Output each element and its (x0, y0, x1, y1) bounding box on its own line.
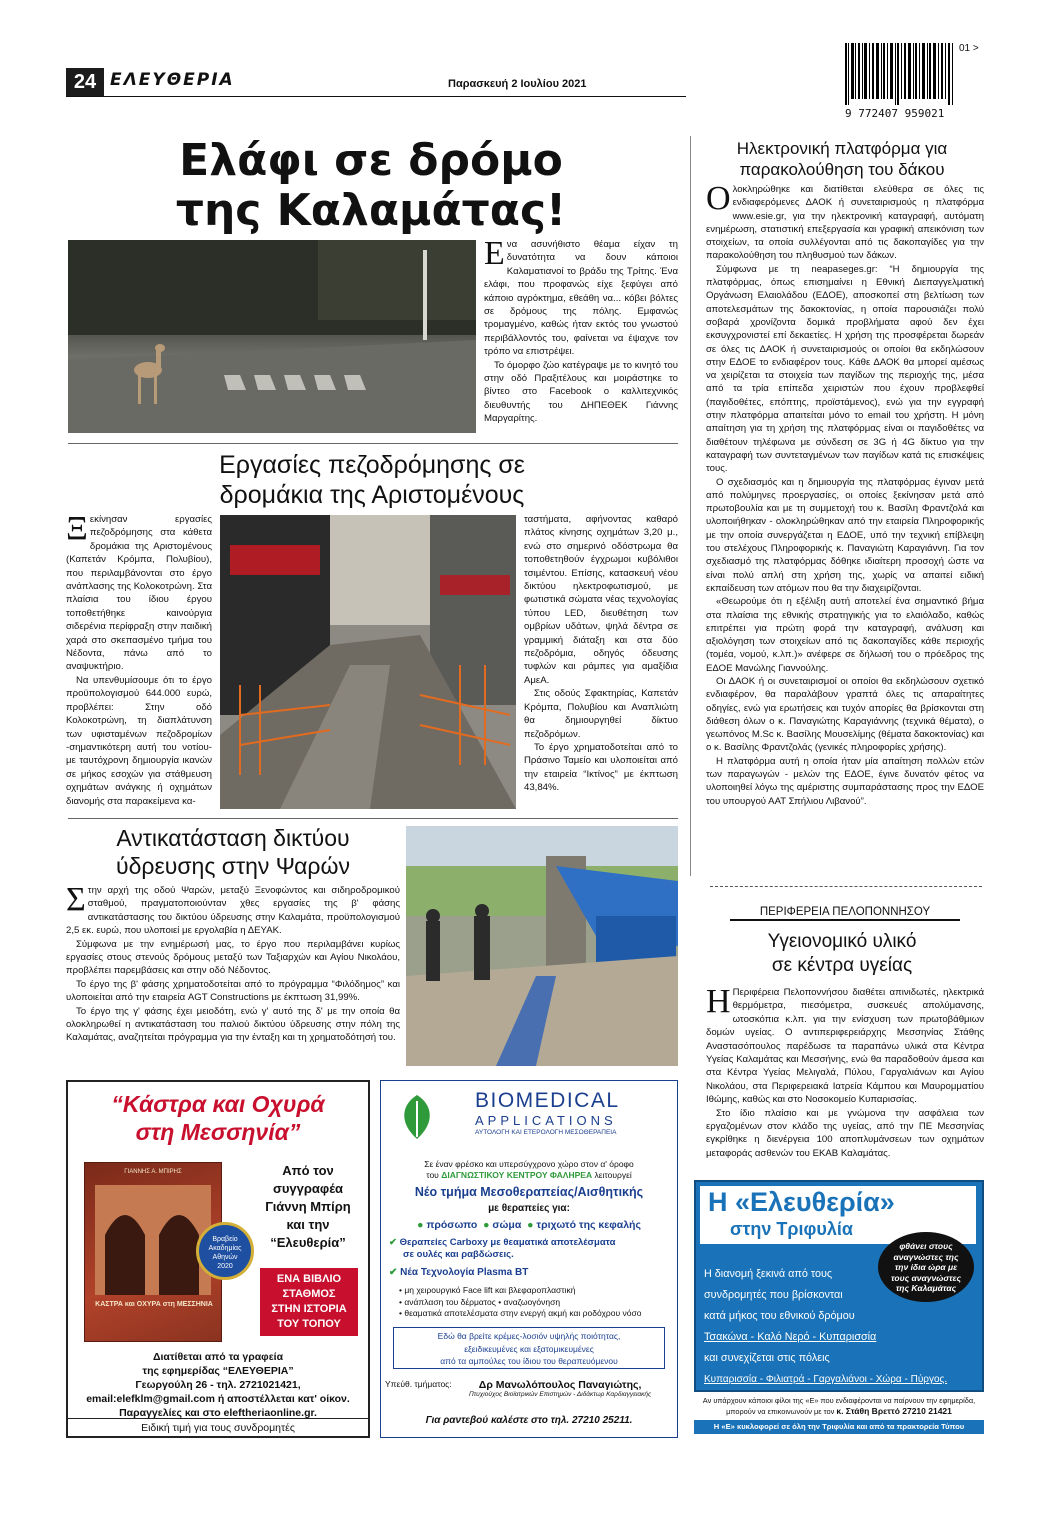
health-body (706, 983, 984, 1160)
water-dropcap: Σ (66, 881, 86, 918)
trifylia-body-line3: κατά μήκος του εθνικού δρόμου (704, 1310, 855, 1322)
platform-paragraph-3: Ο σχεδιασμός και η δημιουργία της πλατφόρμας έγιναν μετά από πολύμηνες προεργασίες, οι οποίες ξεκίνησαν μετά από πρωτοβουλία και με τη συμμετοχή του κ. Βασίλη Φραντζολά και υλοποιήθηκαν - ολοκληρώθηκαν από την εταιρεία Πληροφορικής με την οποία συνεργάζεται η ΕΔΟΕ, υπό την τεχνική επίβλεψη του στελέχους Πληροφορικής κ. Παναγιώτη Καραγιάννη. Για τον σχεδιασμό της πλατφόρμας δόθηκε ιδιαίτερη προσοχή ώστε να είναι πολύ απλή στη χρήση της, χωρίς να απαιτεί ειδική εκπαίδευση των ατόμων που θα την διαχειρίζονται. (706, 476, 984, 594)
castles-info-line2: της εφημερίδας “ΕΛΕΥΘΕΡΙΑ” (142, 1365, 294, 1377)
biomedical-brand-line2: APPLICATIONS (475, 1113, 617, 1128)
health-section-label: ΠΕΡΙΦΕΡΕΙΑ ΠΕΛΟΠΟΝΝΗΣΟΥ (730, 906, 960, 921)
biomedical-intro-line2a: του (426, 1170, 439, 1180)
biomedical-bullet-2: ανάπλαση του δέρματος • αναζωογόνηση (404, 1296, 561, 1307)
castles-book-arches (95, 1185, 211, 1295)
trifylia-contact: κ. Στάθη Βρεττό 27210 21421 (836, 1406, 952, 1416)
trifylia-body-line6: Κυπαρισσία - Φιλιατρά - Γαργαλιάνοι - Χώρα - Πύργος. (704, 1374, 948, 1385)
check-icon: ✔ (389, 1267, 398, 1278)
castles-author-line1: Από τον (282, 1163, 334, 1178)
trifylia-badge-line2: αναγνώστες της (893, 1251, 959, 1262)
castles-book-author: ΓΙΑΝΝΗΣ Α. ΜΠΙΡΗΣ (124, 1169, 182, 1175)
castles-info-line4: email:elefklm@gmail.com ή αποστέλλεται κατ' οίκον. (86, 1393, 350, 1405)
platform-headline-line2: παρακολούθηση του δάκου (739, 160, 945, 179)
castles-info-line1: Διατίθεται από τα γραφεία (152, 1351, 284, 1363)
trifylia-body (704, 1264, 974, 1390)
castles-author-line3: Γιάννη Μπίρη (265, 1199, 351, 1214)
trifylia-title-line1: Η «Ελευθερία» (708, 1187, 895, 1217)
health-paragraph-1: Περιφέρεια Πελοποννήσου διαθέτει απινιδωτές, ηλεκτρικά θερμόμετρα, πιεσόμετρα, συσκευές απολύμανσης, ωτοσκόπια κ.λπ. για την ενίσχυση των πρωτοβάθμιων δομών υγείας. Ο αντιπεριφερειάρχης Μεσσηνίας Στάθης Αναστασόπουλος παρέδωσε τα παραπάνω υλικά στα Κέντρα Υγείας Καλαμάτας και Μεσσήνης, ενώ θα παραδοθούν άμεσα και στα Κέντρα Υγείας Μελιγαλά, Πύλου, Γαργαλιάνων και Αγίου Νικολάου, στα Περιφερειακά Ιατρεία Κάμπου και Μαυρομματίου Ιθώμης, καθώς και στο Νοσοκομείο Κυπαρισσίας. (706, 987, 984, 1106)
biomedical-resp-name: Δρ Μανωλόπουλος Παναγιώτης, (478, 1379, 642, 1391)
biomedical-brand (475, 1089, 675, 1136)
biomedical-intro-line2 (381, 1170, 677, 1181)
works-headline-line1: Εργασίες πεζοδρόμησης σε (219, 451, 525, 479)
castles-info-line5: Παραγγελίες και στο eleftheriaonline.gr. (119, 1407, 317, 1419)
deer-paragraph-2: Το όμορφο ζώο κατέγραψε με το κινητό του στην οδό Πραξιτέλους και μοιράστηκε το βίντεο στο Facebook ο καλλιτεχνικός διευθυντής του ΔΗΠΕΘΕΚ Γιάννης Μαργαρίτης. (484, 359, 678, 425)
castles-author-line2: συγγραφέα (272, 1181, 344, 1196)
platform-headline (700, 138, 984, 180)
castles-badge-line1: Βραβείο (212, 1236, 238, 1243)
castles-info-line3: Γεωργούλη 26 - τηλ. 2721021421, (135, 1379, 301, 1391)
barcode-issue-number: 01 (959, 43, 971, 54)
biomedical-intro (381, 1159, 677, 1181)
health-headline (700, 930, 984, 978)
platform-paragraph-2: Σύμφωνα με τη neapaseges.gr: “Η δημιουργία της πλατφόρμας, όπως επισημαίνει η Εθνική Διεπαγγελματική Οργάνωση Ελαιολάδου (ΕΔΟΕ), αποσκοπεί στη βελτίωση των αποτελεσμάτων της δακοκτονίας, η οποία παρουσιάζει πολύ σοβαρά χρονίζοντα δομικά προβλήματα αφού δεν έχει εκσυγχρονιστεί επί δεκαετίες. Η χρήση της προσφέρεται δωρεάν σε όλες τις ΔΑΟΚ ή συνεταιρισμούς οι οποίοι θα εκδηλώσουν στην ΕΔΟΕ το ενδιαφέρον τους. Κάθε ΔΑΟΚ θα μπορεί αμέσως να χειρίζεται τα στοιχεία των παγίδων της περιοχής της, μέσα από τα τρία επίπεδα χειριστών που έχουν προβλεφθεί (παγιδοθέτες, επόπτης, προϊστάμενος), ενώ για την εγγραφή στην πλατφόρμα απαιτείται μόνο το email του χρήστη. Η μόνη απαίτηση για τη χρήση της πλατφόρμας είναι οι παγιδοθέτες να διαθέτουν τηλέφωνα με σύνδεση σε 3G ή 4G δίκτυο για την καταγραφή των συντεταγμένων των παγίδων κατά τις επισκέψεις τους. (706, 263, 984, 475)
trifylia-body-line2: συνδρομητές που βρίσκονται (704, 1289, 843, 1301)
platform-paragraph-4: «Θεωρούμε ότι η εξέλιξη αυτή αποτελεί ένα σημαντικό βήμα στα πλαίσια της εθνικής στρατηγικής για το ελαιόλαδο, καθώς επιτρέπει για πρώτη φορά την καταγραφή, ανάλυση και αξιολόγηση των στοιχείων από τις δακοπαγίδες κάθε περιοχής (τομέα, νομού, κ.λπ.)» ανέφερε σε δήλωσή του ο πρόεδρος της ΕΔΟΕ Μανώλης Γιαννούλης. (706, 596, 984, 674)
ad-biomedical (380, 1080, 678, 1438)
page-number: 24 (66, 68, 104, 96)
castles-info (68, 1350, 368, 1420)
deer-dropcap: Ε (484, 235, 505, 272)
works-headline (66, 450, 678, 510)
platform-paragraph-1: λοκληρώθηκε και διατίθεται ελεύθερα σε όλες τις ενδιαφερόμενες ΔΑΟΚ ή συνεταιρισμούς η πλατφόρμα www.esie.gr, για την ηλεκτρονική καταγραφή, αυτόματη ενημέρωση, στατιστική επεξεργασία και γραφική απεικόνιση των στοιχείων, τα οποία συλλέγονται από τις δακοπαγίδες για την παρακολούθηση του πληθυσμού των δάκων. (706, 184, 984, 262)
barcode-arrow: > (972, 43, 979, 54)
barcode (845, 43, 995, 153)
biomedical-intro-line1: Σε έναν φρέσκο και υπερσύγχρονο χώρο στον α' όροφο (424, 1159, 634, 1169)
header-rule (66, 96, 686, 97)
biomedical-intro-line2c: λειτουργεί (594, 1170, 632, 1180)
works-right-paragraph-3: Το έργο χρηματοδοτείται από το Πράσινο Ταμείο και υλοποιείται από την εταιρεία “Ικτίνος” με έκπτωση 43,84%. (524, 741, 678, 794)
trifylia-badge-line3: την ίδια ώρα με (894, 1262, 958, 1272)
castles-red-line4: ΤΟΥ ΤΟΠΟΥ (277, 1318, 341, 1330)
column-rule (690, 136, 691, 876)
trifylia-body-line5: και συνεχίζεται στις πόλεις (704, 1352, 830, 1364)
trifylia-body-line4: Τσακώνα - Καλό Νερό - Κυπαρισσία (704, 1331, 877, 1343)
castles-badge-line3: Αθηνών (212, 1254, 238, 1261)
divider (68, 443, 678, 444)
trifylia-title-line2: στην Τριφυλία (730, 1219, 853, 1239)
biomedical-blue-line1: Εδώ θα βρείτε κρέμες-λοσιόν υψηλής ποιότητας, (437, 1331, 621, 1341)
castles-title-line1: “Κάστρα και Οχυρά (111, 1091, 325, 1117)
divider (68, 818, 678, 819)
water-paragraph-3: Το έργο της β' φάσης χρηματοδοτείται από το πρόγραμμα “Φιλόδημος” και υλοποιείται από την εταιρεία AGT Constructions με έκπτωση 31,99%. (66, 978, 400, 1004)
castles-author (248, 1162, 368, 1252)
castles-red-line1: ΕΝΑ ΒΙΒΛΙΟ (276, 1273, 342, 1285)
biomedical-areas: ● πρόσωπο ● σώμα ● τριχωτό της κεφαλής (417, 1219, 641, 1231)
castles-badge-line4: 2020 (217, 1263, 233, 1270)
deer-body (484, 235, 678, 426)
deer-headline-line1: Ελάφι σε δρόμο (179, 135, 563, 186)
trifylia-badge-line4: τους αναγνώστες (890, 1272, 962, 1283)
biomedical-center-name: ΔΙΑΓΝΩΣΤΙΚΟΥ ΚΕΝΤΡΟΥ ΦΑΛΗΡΕΑ (441, 1170, 593, 1180)
health-paragraph-2: Στο ίδιο πλαίσιο και με γνώμονα την ασφάλεια των εργαζομένων στον κλάδο της υγείας, από την ΠΕ Μεσσηνίας εγκρίθηκε η διενέργεια 100 αποπλυμάνσεων των οχημάτων μεταφοράς ασθενών του ΕΚΑΒ Καλαμάτας. (706, 1107, 984, 1159)
check-icon: ✔ (389, 1237, 397, 1248)
biomedical-blue-box (393, 1327, 665, 1369)
biomedical-resp-label: Υπεύθ. τμήματος: (385, 1379, 452, 1389)
deer-photo-illustration (68, 240, 476, 433)
castles-book-title: ΚΑΣΤΡΑ και ΟΧΥΡΑ στη ΜΕΣΣΗΝΙΑ (95, 1301, 213, 1308)
water-photo-illustration (406, 826, 678, 1066)
platform-body (706, 180, 984, 808)
biomedical-bullets: • μη χειρουργικό Face lift και βλεφαροπλαστική • ανάπλαση του δέρματος • αναζωογόνηση • θεαματικά αποτελέσματα στην ενεργή ακμή και ροδόχρου νόσο (399, 1285, 642, 1318)
water-paragraph-4: Το έργο της γ' φάσης έχει μειοδότη, ενώ γ' αυτό της δ' με την οποία θα ολοκληρωθεί η αντικατάσταση του παλιού δικτύου ύδρευσης στην πόλη της Καλαμάτας, αναζητείται πρόγραμμα για την ένταξη και τη χρηματοδότησή του. (66, 1005, 400, 1044)
works-left-paragraph-2: Να υπενθυμίσουμε ότι το έργο προϋπολογισμού 644.000 ευρώ, προβλέπει: Στην οδό Κολοκοτρώνη, τη διαπλάτυνση των υφισταμένων πεζοδρομίων -σημαντικότερη αυτή του νοτίου- με ταυτόχρονη δημιουργία ικανών σε μήκος εσοχών για στάθμευση οχημάτων ανάγκης ή οχημάτων διανομής στα παρακείμενα κα- (66, 674, 212, 807)
deer-paragraph-1: να ασυνήθιστο θέαμα είχαν τη δυνατότητα να δουν κάποιοι Καλαματιανοί το βράδυ της Τρίτης. Ένα ελάφι, που προφανώς είχε ξεφύγει από κάποιο αγρόκτημα, εθεάθη να... κόβει βόλτες σε δρόμους της πόλης. Εμφανώς τρομαγμένο, καθώς ήταν εκτός του γνωστού περιβάλλοντός του, φαίνεται να έψαχνε τον τρόπο να επιστρέψει. (484, 239, 678, 358)
biomedical-area-body: σώμα (492, 1219, 522, 1231)
castles-red-line3: ΣΤΗΝ ΙΣΤΟΡΙΑ (271, 1303, 347, 1315)
works-photo (220, 515, 516, 809)
deer-photo (68, 240, 476, 433)
paper-name-logo: ΕΛΕΥΘΕΡΙΑ (110, 70, 235, 90)
biomedical-responsible (385, 1379, 677, 1401)
ad-trifylia (694, 1180, 984, 1438)
trifylia-note-line2 (694, 1406, 984, 1417)
biomedical-new-dept: Νέο τμήμα Μεσοθεραπείας/Αισθητικής (414, 1185, 644, 1199)
works-photo-illustration (220, 515, 516, 809)
biomedical-appointments: Για ραντεβού καλέστε στο τηλ. 27210 25211. (425, 1415, 633, 1426)
trifylia-note-line2a: μπορούν να επικοινωνούν με τον (726, 1407, 835, 1416)
castles-author-line5: “Ελευθερία” (270, 1235, 346, 1250)
biomedical-bullet-3: θεαματικά αποτελέσματα στην ενεργή ακμή και ροδόχρου νόσο (404, 1308, 642, 1318)
castles-title-line2: στη Μεσσηνία” (135, 1119, 301, 1145)
platform-paragraph-5: Οι ΔΑΟΚ ή οι συνεταιρισμοί οι οποίοι θα εκδηλώσουν σχετικό ενδιαφέρον, θα παραλάβουν γραπτά όλες τις απαραίτητες οδηγίες, ενώ για ερωτήσεις και τυχόν απορίες θα βρίσκονται στη διάθεση όλων ο κ. Παναγιώτης Καραγιάννης (τεχνικά θέματα), ο γεωπόνος M.Sc κ. Βασίλης Μουσελίμης (θέματα δακοκτονίας) και ο κ. Βασίλης Φραντζολάς (γενικές πληροφορίες χρήσης). (706, 675, 984, 754)
health-headline-line2: σε κέντρα υγείας (771, 955, 913, 976)
biomedical-blue-line2: εξειδικευμένες και εξατομικευμένες (464, 1343, 594, 1354)
biomedical-carboxy (389, 1237, 675, 1261)
castles-red-box (260, 1268, 358, 1336)
biomedical-brand-line1: BIOMEDICAL (475, 1089, 620, 1112)
castles-badge-line2: Ακαδημίας (208, 1245, 242, 1252)
biomedical-blue-line3: από τα αμπούλες του ίδιου του θεραπευόμενου (440, 1356, 618, 1366)
castles-arch-icon (95, 1185, 211, 1295)
works-dropcap: Ξ (66, 510, 88, 547)
platform-paragraph-6: Η πλατφόρμα αυτή η οποία ήταν μία απαίτηση πολλών ετών των παραγωγών - μελών της ΕΔΟΕ, έγινε δυνατόν φέτος να υλοποιηθεί λόγω της αμέριστης συμπαράστασης προς την ΕΔΟΕ του υπουργού ΑΑΤ Σπήλιου Λιβανού”. (706, 755, 984, 807)
castles-author-line4: και την (286, 1217, 330, 1232)
trifylia-badge-line5: της Καλαμάτας (895, 1283, 957, 1293)
water-body (66, 881, 400, 1045)
water-photo (406, 826, 678, 1066)
castles-red-line2: ΣΤΑΘΜΟΣ (282, 1288, 336, 1300)
dashed-divider (710, 886, 982, 887)
platform-headline-line1: Ηλεκτρονική πλατφόρμα για (736, 139, 948, 158)
deer-headline-line2: της Καλαμάτας! (175, 185, 567, 236)
biomedical-plasma-label: Νέα Τεχνολογία Plasma BT (400, 1267, 529, 1278)
biomedical-resp-title: Πτυχιούχος Βιοϊατρικών Επιστημών - Διδάκτωρ Καρδιαγγειακής (469, 1391, 652, 1398)
castles-award-badge (196, 1222, 254, 1280)
ad-castles (66, 1080, 370, 1438)
health-dropcap: Η (706, 983, 731, 1020)
works-headline-line2: δρομάκια της Αριστομένους (219, 481, 525, 509)
page-date: Παρασκευή 2 Ιουλίου 2021 (448, 78, 587, 90)
works-left-paragraph-1: εκίνησαν εργασίες πεζοδρόμησης στα κάθετα δρομάκια της Αριστομένους (Καπετάν Κρόμπα, Πολυβίου), που περιλαμβάνονται στο έργο ανάπλασης της Κολοκοτρώνη. Στα πλαίσια του ίδιου έργου τοποθετήθηκε καινούργια σιδερένια περίφραξη στην παιδική χαρά στο σκεπασμένο τμήμα του Νέδοντα, πάνω από το αναψυκτήριο. (66, 514, 212, 673)
biomedical-area-face: πρόσωπο (426, 1219, 478, 1231)
water-headline-line1: Αντικατάσταση δικτύου (116, 825, 350, 851)
works-right-column (524, 513, 678, 795)
works-right-paragraph-2: Στις οδούς Σφακτηρίας, Καπετάν Κρόμπα, Πολυβίου και Αναπλιώτη θα δημιουργηθεί δίκτυο πεζοδρόμων. (524, 688, 678, 740)
barcode-bars (845, 43, 957, 105)
trifylia-footer: Η «Ε» κυκλοφορεί σε όλη την Τριφυλία και από τα πρακτορεία Τύπου (694, 1420, 984, 1434)
biomedical-area-scalp: τριχωτό της κεφαλής (536, 1219, 641, 1231)
deer-headline (66, 136, 676, 236)
water-headline (66, 824, 400, 880)
water-paragraph-2: Σύμφωνα με την ενημέρωσή μας, το έργο που περιλαμβάνει κυρίως εργασίες στους στενούς δρόμους μεταξύ των Ταξιαρχών και Αγίου Νικολάου, προβλέπει παρεμβάσεις και στην οδό Νέδοντος. (66, 938, 400, 977)
biomedical-carboxy-line2: σε ουλές και ραβδώσεις. (403, 1249, 514, 1260)
castles-title (68, 1090, 368, 1146)
platform-dropcap: Ο (706, 180, 731, 217)
biomedical-plasma (389, 1267, 675, 1278)
barcode-number: 9 772407 959021 (845, 107, 945, 120)
biomedical-bullet-1: μη χειρουργικό Face lift και βλεφαροπλαστική (404, 1285, 576, 1295)
biomedical-brand-sub: ΑΥΤΟΛΟΓΗ ΚΑΙ ΕΤΕΡΟΛΟΓΗ ΜΕΣΟΘΕΡΑΠΕΙΑ (475, 1129, 617, 1136)
biomedical-carboxy-line1: Θεραπείες Carboxy με θεαματικά αποτελέσματα (399, 1237, 616, 1248)
health-headline-line1: Υγειονομικό υλικό (767, 931, 917, 952)
barcode-issue (959, 43, 979, 54)
castles-footer: Ειδική τιμή για τους συνδρομητές (68, 1418, 368, 1434)
trifylia-note (694, 1396, 984, 1417)
works-left-column (66, 510, 212, 808)
biomedical-resp-block (460, 1379, 660, 1398)
biomedical-leaf-icon (397, 1093, 437, 1141)
trifylia-note-line1: Αν υπάρχουν κάποιοι φίλοι της «Ε» που ενδιαφέρονται να παίρνουν την εφημερίδα, (702, 1396, 976, 1405)
water-headline-line2: ύδρευσης στην Ψαρών (116, 853, 350, 879)
works-right-paragraph-1: ταστήματα, αφήνοντας καθαρό πλάτος κίνησης οχημάτων 3,20 μ., ενώ στο σημερινό οδόστρωμα θα τοποθετηθούν έγχρωμοι κυβόλιθοι τσιμέντου. Επίσης, κατασκευή νέου δικτύου ηλεκτροφωτισμού, με φωτιστικά σώματα νέας τεχνολογίας τύπου LED, διευθέτηση των ομβρίων υδάτων, ψηλά δέντρα σε γραμμική διάταξη και στα δύο πεζοδρόμια, οδηγός όδευσης τυφλών και ράμπες για αμαξίδια ΑμεΑ. (524, 514, 678, 686)
biomedical-therapies-for: με θεραπείες για: (488, 1203, 570, 1214)
trifylia-body-line1: Η διανομή ξεκινά από τους (704, 1268, 833, 1280)
water-paragraph-1: την αρχή της οδού Ψαρών, μεταξύ Ξενοφώντος και σιδηροδρομικού σταθμού, πραγματοποιούνταν χθες εργασίες της β' φάσης αντικατάστασης του δικτύου ύδρευσης στην Καλαμάτα, προϋπολογισμού 2,5 εκ. ευρώ, που υλοποιεί με εργολαβία η ΔΕΥΑΚ. (66, 885, 400, 937)
trifylia-badge-line1: φθάνει στους (899, 1241, 953, 1251)
